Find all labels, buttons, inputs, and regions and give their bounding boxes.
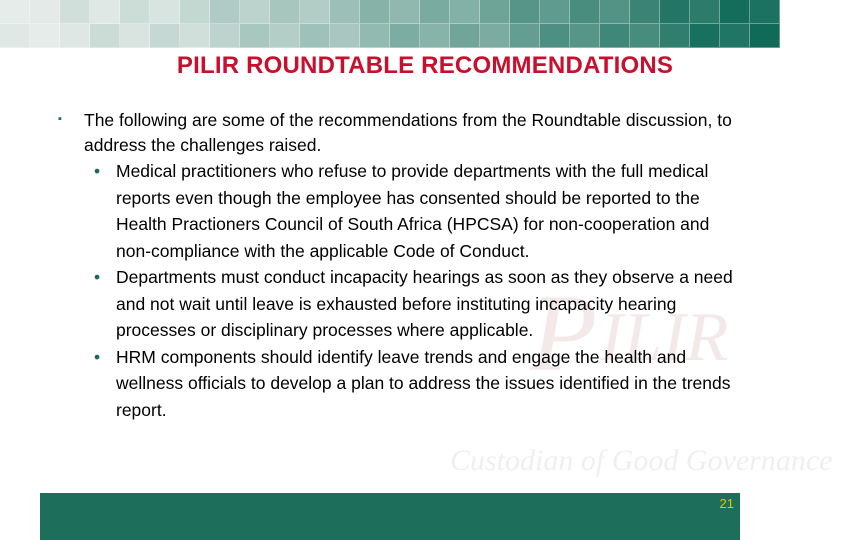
footer-bar bbox=[40, 493, 740, 540]
banner-tile bbox=[270, 24, 300, 48]
banner-tile bbox=[720, 0, 750, 24]
banner-tile bbox=[570, 0, 600, 24]
banner-tile bbox=[330, 24, 360, 48]
banner-tile bbox=[0, 24, 30, 48]
banner-tile bbox=[90, 0, 120, 24]
banner-tile bbox=[300, 24, 330, 48]
banner-tile bbox=[660, 24, 690, 48]
banner-tile bbox=[750, 0, 780, 24]
banner-tile bbox=[510, 0, 540, 24]
banner-tile bbox=[420, 24, 450, 48]
slide-title: PILIR ROUNDTABLE RECOMMENDATIONS bbox=[176, 52, 674, 79]
header-banner bbox=[0, 0, 780, 48]
banner-tile bbox=[90, 24, 120, 48]
banner-tile bbox=[750, 24, 780, 48]
banner-tile bbox=[390, 24, 420, 48]
banner-tile bbox=[690, 24, 720, 48]
intro-text: The following are some of the recommendations from the Roundtable discussion, to address the challenges raised. bbox=[84, 110, 732, 155]
bullet-icon: • bbox=[94, 346, 101, 367]
point-text: HRM components should identify leave trends and engage the health and wellness officials to develop a plan to address the issues identified in the trends report. bbox=[116, 346, 731, 420]
list-item bbox=[58, 264, 748, 344]
banner-tile bbox=[690, 0, 720, 24]
banner-tile bbox=[600, 24, 630, 48]
page-number: 21 bbox=[719, 496, 734, 511]
banner-tile bbox=[210, 24, 240, 48]
banner-tile bbox=[180, 24, 210, 48]
banner-tile bbox=[540, 0, 570, 24]
banner-tile bbox=[120, 24, 150, 48]
banner-tile bbox=[600, 0, 630, 24]
banner-tile bbox=[570, 24, 600, 48]
banner-tile bbox=[360, 24, 390, 48]
banner-tile bbox=[390, 0, 420, 24]
slide-body bbox=[58, 108, 748, 423]
banner-tile bbox=[300, 0, 330, 24]
list-item bbox=[58, 344, 748, 424]
banner-tile bbox=[450, 24, 480, 48]
intro-item bbox=[58, 108, 748, 158]
banner-tile bbox=[180, 0, 210, 24]
banner-tile bbox=[240, 24, 270, 48]
banner-tile bbox=[660, 0, 690, 24]
bullet-icon: • bbox=[94, 267, 101, 287]
banner-tile bbox=[360, 0, 390, 24]
svg-text:P: P bbox=[530, 272, 598, 394]
banner-tile bbox=[240, 0, 270, 24]
banner-tile bbox=[510, 24, 540, 48]
banner-tile bbox=[150, 24, 180, 48]
banner-tile bbox=[0, 0, 30, 24]
banner-tile bbox=[150, 0, 180, 24]
bullet-icon: • bbox=[94, 161, 101, 181]
point-text: Departments must conduct incapacity hearings as soon as they observe a need and not wait until leave is exhausted before instituting incapacity hearing processes or disciplinary processes where applicable. bbox=[116, 267, 733, 340]
svg-text:Custodian of Good Governance: Custodian of Good Governance bbox=[450, 444, 833, 477]
banner-tile bbox=[30, 0, 60, 24]
banner-tile bbox=[480, 24, 510, 48]
banner-tile bbox=[480, 0, 510, 24]
banner-tile bbox=[420, 0, 450, 24]
banner-tile bbox=[60, 24, 90, 48]
banner-tile bbox=[210, 0, 240, 24]
svg-text:ILIR: ILIR bbox=[600, 299, 729, 376]
banner-tile bbox=[630, 24, 660, 48]
banner-tile bbox=[540, 24, 570, 48]
banner-tile bbox=[630, 0, 660, 24]
point-text: Medical practitioners who refuse to provide departments with the full medical reports even though the employee has consented should be reported to the Health Practioners Council of South Africa (HPCSA) for non-cooperation and non-compliance with the applicable Code of Conduct. bbox=[116, 161, 710, 261]
list-item bbox=[58, 158, 748, 264]
banner-tile bbox=[330, 0, 360, 24]
banner-tile bbox=[270, 0, 300, 24]
banner-tile bbox=[30, 24, 60, 48]
square-bullet-icon: ▪ bbox=[58, 113, 62, 125]
banner-tile bbox=[720, 24, 750, 48]
banner-tile bbox=[60, 0, 90, 24]
banner-tile bbox=[450, 0, 480, 24]
banner-tile bbox=[120, 0, 150, 24]
